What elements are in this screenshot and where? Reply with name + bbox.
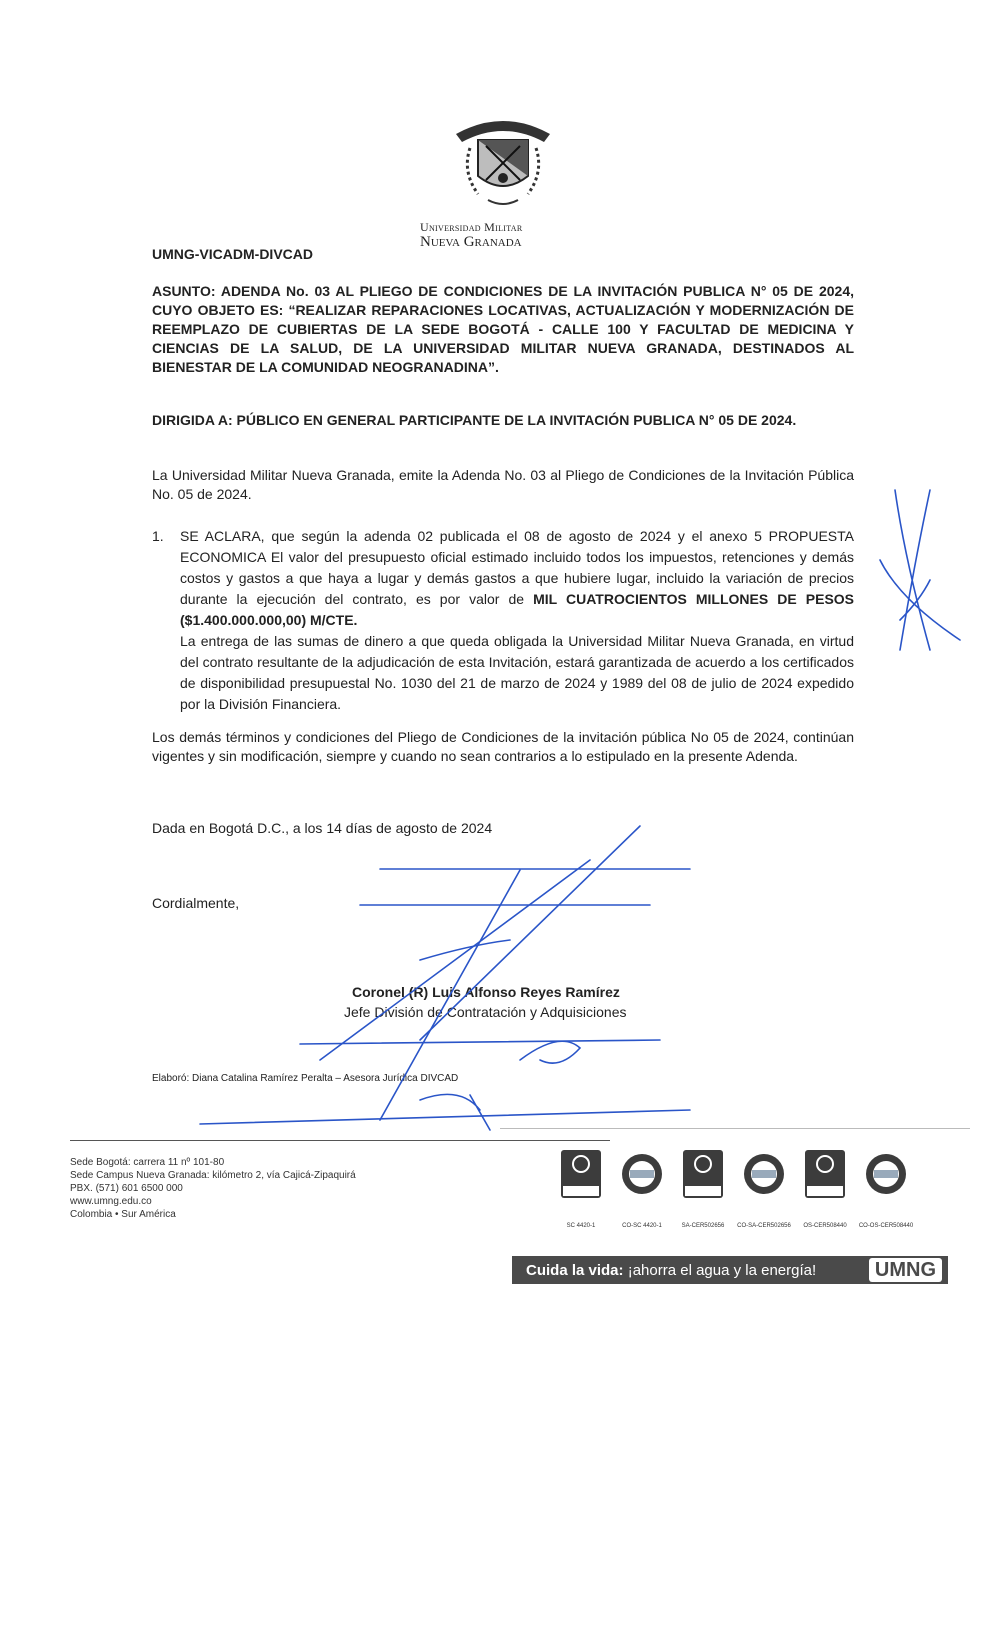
date-line: Dada en Bogotá D.C., a los 14 días de agosto de 2024 — [152, 820, 493, 836]
prepared-by: Elaboró: Diana Catalina Ramírez Peralta – Asesora Jurídica DIVCAD — [152, 1073, 459, 1084]
document-reference: UMNG-VICADM-DIVCAD — [152, 246, 313, 262]
iqnet-seal-icon — [620, 1150, 664, 1198]
university-name — [420, 220, 580, 251]
certification-code: OS-CER508440 — [803, 1223, 847, 1229]
subject-paragraph: ASUNTO: ADENDA No. 03 AL PLIEGO DE CONDICIONES DE LA INVITACIÓN PUBLICA N° 05 DE 2024, CUYO OBJETO ES: “REALIZAR REPARACIONES LOCATIVAS, ACTUALIZACIÓN Y MODERNIZACIÓN DE REEMPLAZO DE CUBIERTAS DE LA SEDE BOGOTÁ - CALLE 100 Y FACULTAD DE MEDICINA Y CIENCIAS DE LA SALUD, DE LA UNIVERSIDAD MILITAR NUEVA GRANADA, DESTINADOS AL BIENESTAR DE LA COMUNIDAD NEOGRANADINA”. — [152, 283, 854, 375]
certification-seal — [614, 1150, 670, 1229]
closing-paragraph: Los demás términos y condiciones del Pliego de Condiciones de la invitación pública No 05 de 2024, continúan vigentes y sin modificación, siempre y cuando no sean contrarios a lo estipulado en la presente Adenda. — [152, 729, 854, 764]
address-line: www.umng.edu.co — [70, 1196, 152, 1207]
addressed-to-paragraph: DIRIGIDA A: PÚBLICO EN GENERAL PARTICIPANTE DE LA INVITACIÓN PUBLICA N° 05 DE 2024. — [152, 412, 797, 428]
signer-role: Jefe División de Contratación y Adquisiciones — [344, 1004, 627, 1020]
address-line: Colombia • Sur América — [70, 1209, 176, 1220]
intro-paragraph: La Universidad Militar Nueva Granada, emite la Adenda No. 03 al Pliego de Condiciones de la Invitación Pública No. 05 de 2024. — [152, 467, 854, 502]
item-number: 1. — [152, 528, 164, 544]
certification-code: SC 4420-1 — [566, 1223, 596, 1229]
certification-seal — [736, 1150, 792, 1229]
icontec-seal-icon — [559, 1150, 603, 1198]
banner-slogan-rest: ¡ahorra el agua y la energía! — [623, 1262, 817, 1279]
banner-slogan — [526, 1262, 816, 1279]
clarification-item — [180, 526, 854, 715]
budget-amount: MIL CUATROCIENTOS MILLONES DE PESOS ($1.400.000.000,00) M/CTE. — [180, 591, 855, 628]
university-crest-icon — [448, 112, 558, 212]
icontec-seal-icon — [803, 1150, 847, 1198]
footer-banner — [512, 1256, 948, 1284]
address-line: PBX. (571) 601 6500 000 — [70, 1183, 183, 1194]
certification-seal — [858, 1150, 914, 1229]
certification-code: CO-OS-CER508440 — [858, 1223, 914, 1229]
footer-address — [70, 1156, 356, 1221]
university-name-line2: Nueva Granada — [420, 234, 522, 250]
signer-name: Coronel (R) Luis Alfonso Reyes Ramírez — [352, 984, 620, 1000]
salutation: Cordialmente, — [152, 895, 240, 911]
address-line: Sede Bogotá: carrera 11 nº 101-80 — [70, 1157, 225, 1168]
certification-code: SA-CER502656 — [681, 1223, 725, 1229]
address-line: Sede Campus Nueva Granada: kilómetro 2, vía Cajicá-Zipaquirá — [70, 1170, 356, 1181]
certification-seal — [797, 1150, 853, 1229]
certification-seal — [675, 1150, 731, 1229]
clarification-text-part1: SE ACLARA, que según la adenda 02 publicada el 08 de agosto de 2024 y el anexo 5 PROPUESTA ECONOMICA El valor del presupuesto oficial estimado incluido todos los impuestos, retenciones y demás costos y gastos a que haya a lugar y demás gastos a que hubiere lugar, incluido la variación de precios durante la ejecución del contrato, es por valor de — [180, 528, 854, 607]
umng-logo: UMNG — [869, 1258, 942, 1282]
iqnet-seal-icon — [864, 1150, 908, 1198]
guarantee-text: La entrega de las sumas de dinero a que queda obligada la Universidad Militar Nueva Granada, en virtud del contrato resultante de la adjudicación de esta Invitación, estará garantizada de acuerdo a los certificados de disponibilidad presupuestal No. 1030 del 21 de marzo de 2024 y 1989 del 08 de julio de 2024 expedido por la División Financiera. — [180, 633, 854, 712]
certification-seal — [553, 1150, 609, 1229]
clarification-text — [180, 526, 854, 631]
university-name-line1: Universidad Militar — [420, 220, 523, 234]
footer-divider-right — [500, 1128, 970, 1129]
certification-code: CO-SA-CER502656 — [737, 1223, 791, 1229]
banner-slogan-bold: Cuida la vida: — [526, 1262, 624, 1279]
footer-divider — [70, 1140, 610, 1141]
iqnet-seal-icon — [742, 1150, 786, 1198]
certification-code: CO-SC 4420-1 — [622, 1223, 662, 1229]
icontec-seal-icon — [681, 1150, 725, 1198]
